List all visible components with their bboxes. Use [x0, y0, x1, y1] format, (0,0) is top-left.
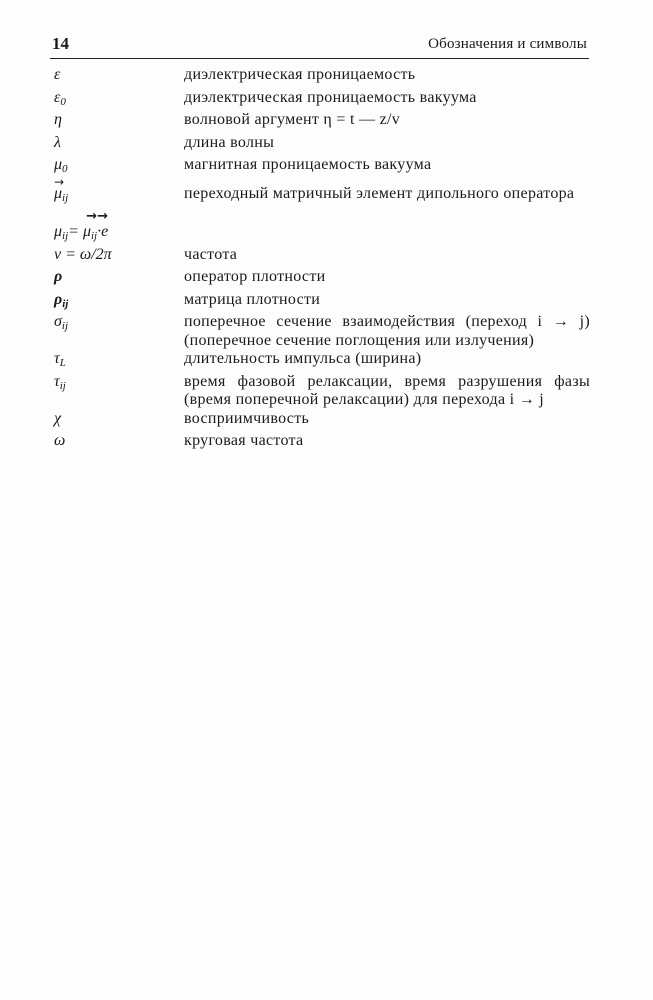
- list-item: [54, 313, 590, 350]
- symbol: $\tau_{ij}$: [54, 372, 66, 392]
- symbol-description: время фазовой релаксации, время разрушения фазы (время поперечной релаксации) для перехода i → j: [184, 372, 590, 408]
- symbol: λ: [54, 133, 61, 151]
- symbol: → $\mu_{ij}$: [54, 174, 69, 204]
- list-item: [54, 174, 590, 208]
- vector-arrow-icon: →: [86, 209, 98, 224]
- list-item: [54, 111, 590, 134]
- list-item: [54, 246, 590, 269]
- list-item: [54, 209, 590, 246]
- header-rule: [50, 58, 589, 59]
- symbol: $\rho_{ij}$: [54, 290, 69, 310]
- symbol-description: матрица плотности: [184, 290, 321, 308]
- vector-arrow-icon: →: [54, 174, 65, 189]
- symbol: ε: [54, 66, 61, 83]
- symbol-description: поперечное сечение взаимодействия (переход i → j) (поперечное сечение поглощения или излучения): [184, 313, 590, 349]
- symbol: η: [54, 111, 62, 128]
- symbol-description: длина волны: [184, 133, 275, 151]
- list-item: [54, 156, 590, 179]
- symbol: χ: [54, 409, 62, 427]
- symbol-list: [54, 66, 590, 455]
- symbol-description: круговая частота: [184, 432, 304, 449]
- symbol: ρ: [54, 268, 63, 285]
- list-item: [54, 268, 590, 291]
- symbol: $\mu_0$: [54, 156, 68, 175]
- list-item: [54, 350, 590, 373]
- symbol-description: частота: [184, 245, 238, 263]
- list-item: [54, 432, 590, 455]
- symbol: $\mu_{ij}$ → = $\mu_{ij}$ → ·e: [54, 209, 109, 242]
- symbol: $\tau_L$: [54, 350, 66, 369]
- symbol-description: восприимчивость: [184, 409, 310, 427]
- symbol: ν = ω/2π: [54, 245, 112, 263]
- symbol: $\varepsilon_0$: [54, 88, 66, 108]
- running-header: Обозначения и символы: [428, 36, 587, 52]
- list-item: [54, 134, 590, 157]
- list-item: [54, 291, 590, 314]
- list-item: [54, 89, 590, 112]
- symbol-description: переходный матричный элемент дипольного оператора: [184, 184, 575, 202]
- symbol: $\sigma_{ij}$: [54, 313, 69, 332]
- list-item: [54, 410, 590, 433]
- symbol-description: длительность импульса (ширина): [184, 350, 422, 367]
- symbol-description: диэлектрическая проницаемость: [184, 66, 416, 83]
- symbol: ω: [54, 432, 66, 449]
- symbol-description: диэлектрическая проницаемость вакуума: [184, 88, 477, 106]
- list-item: [54, 66, 590, 89]
- list-item: [54, 373, 590, 410]
- page-number: 14: [52, 34, 69, 53]
- symbol-description: магнитная проницаемость вакуума: [184, 156, 432, 173]
- symbol-description: волновой аргумент η = t — z/v: [184, 111, 401, 128]
- vector-arrow-icon: →: [97, 209, 109, 224]
- symbol-description: оператор плотности: [184, 268, 326, 285]
